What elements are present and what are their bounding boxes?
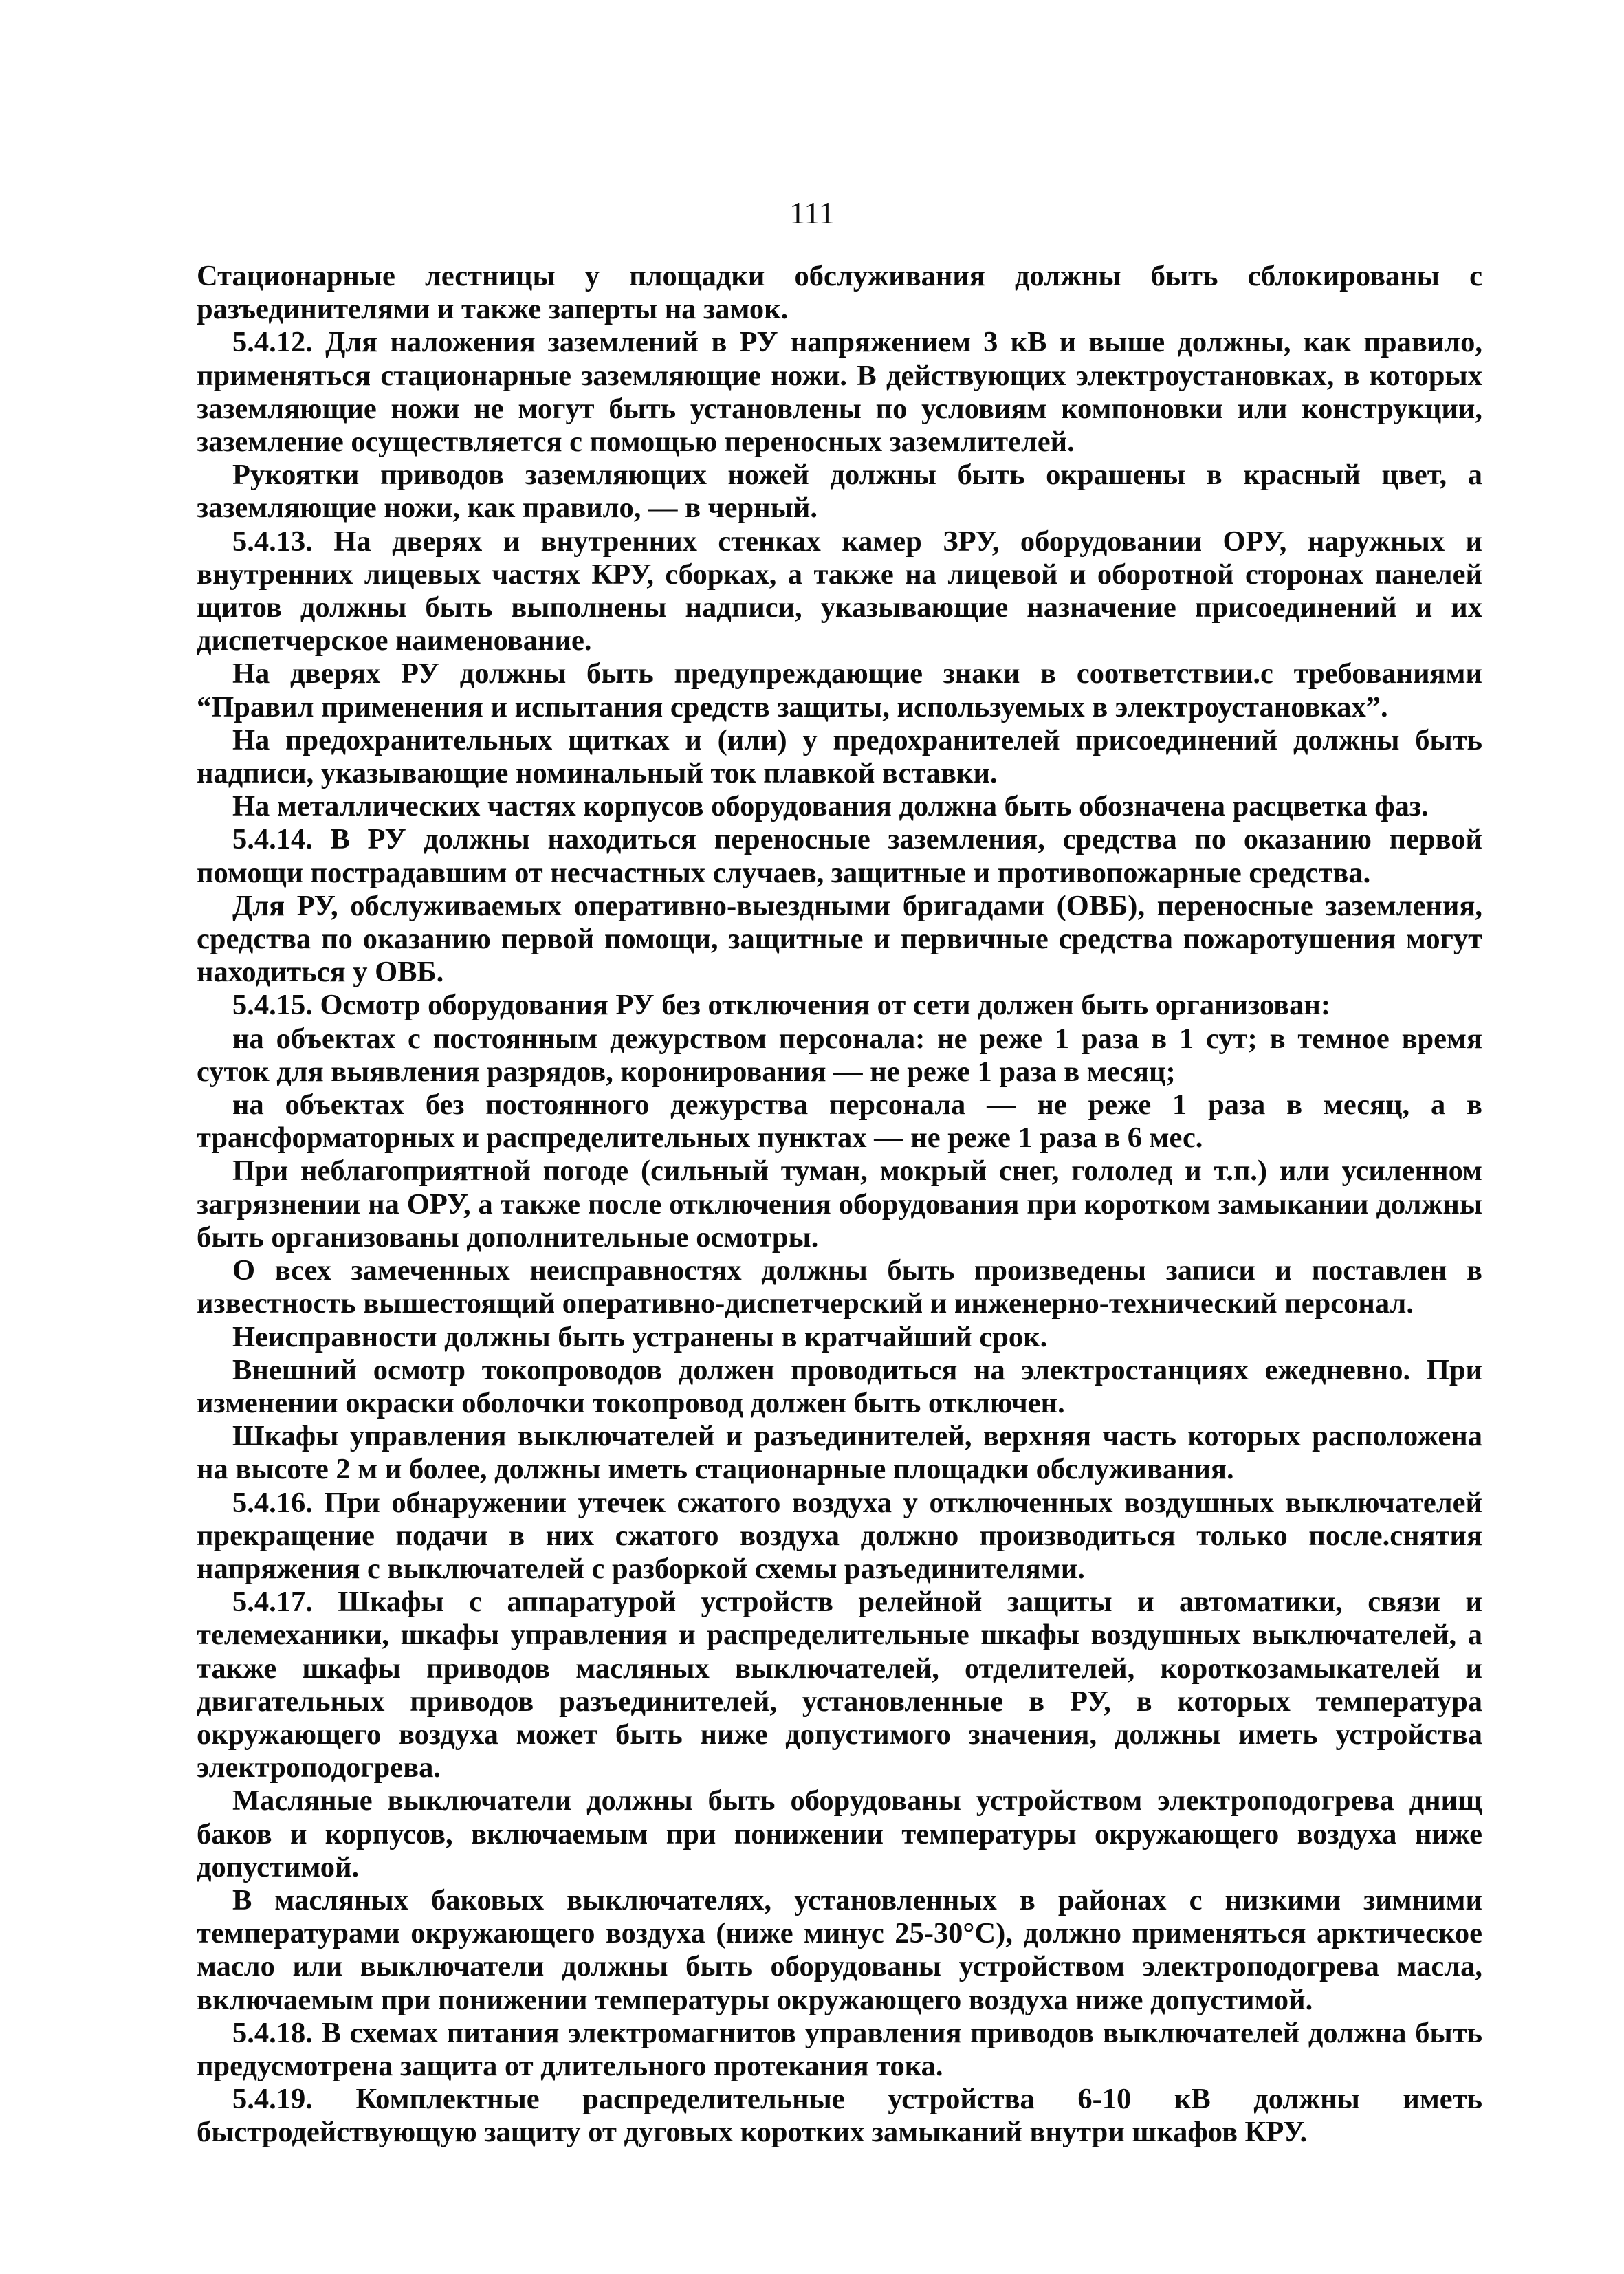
paragraph: 5.4.13. На дверях и внутренних стенках камер ЗРУ, оборудовании ОРУ, наружных и внутренних лицевых частях КРУ, сборках, а также на лицевой и оборотной сторонах панелей щитов должны быть выполнены надписи, указывающие назначение присоединений и их диспетчерское наименование. — [197, 525, 1482, 657]
paragraph: Рукоятки приводов заземляющих ножей должны быть окрашены в красный цвет, а заземляющие ножи, как правило, — в черный. — [197, 459, 1482, 525]
document-body — [197, 260, 1482, 2150]
paragraph: Шкафы управления выключателей и разъединителей, верхняя часть которых расположена на высоте 2 м и более, должны иметь стационарные площадки обслуживания. — [197, 1420, 1482, 1486]
paragraph: На металлических частях корпусов оборудования должна быть обозначена расцветка фаз. — [232, 790, 1429, 823]
paragraph: 5.4.18. В схемах питания электромагнитов управления приводов выключателей должна быть предусмотрена защита от длительного протекания тока. — [197, 2016, 1482, 2082]
paragraph: На предохранительных щитках и (или) у предохранителей присоединений должны быть надписи, указывающие номинальный ток плавкой вставки. — [197, 723, 1482, 790]
paragraph: На дверях РУ должны быть предупреждающие знаки в соответствии.с требованиями “Правил применения и испытания средств защиты, используемых в электроустановках”. — [197, 657, 1482, 723]
paragraph: 5.4.19. Комплектные распределительные устройства 6-10 кВ должны иметь быстродействующую защиту от дуговых коротких замыканий внутри шкафов КРУ. — [197, 2083, 1482, 2149]
paragraph: В масляных баковых выключателях, установленных в районах с низкими зимними температурами окружающего воздуха (ниже минус 25-30°С), должно применяться арктическое масло или выключатели должны быть оборудованы устройством электроподогрева масла, включаемым при понижении температуры окружающего воздуха ниже допустимой. — [197, 1883, 1482, 2016]
paragraph: Неисправности должны быть устранены в кратчайший срок. — [232, 1320, 1048, 1353]
paragraph: 5.4.17. Шкафы с аппаратурой устройств релейной защиты и автоматики, связи и телемеханики, шкафы управления и распределительные шкафы воздушных выключателей, а также шкафы приводов масляных выключателей, отделителей, короткозамыкателей и двигательных приводов разъединителей, установленные в РУ, в которых температура окружающего воздуха может быть ниже допустимого значения, должны иметь устройства электроподогрева. — [197, 1586, 1482, 1784]
paragraph: Внешний осмотр токопроводов должен проводиться на электростанциях ежедневно. При изменении окраски оболочки токопровод должен быть отключен. — [197, 1353, 1482, 1419]
paragraph: О всех замеченных неисправностях должны быть произведены записи и поставлен в известность вышестоящий оперативно-диспетчерский и инженерно-технический персонал. — [197, 1254, 1482, 1320]
paragraph: на объектах с постоянным дежурством персонала: не реже 1 раза в 1 сут; в темное время суток для выявления разрядов, коронирования — не реже 1 раза в месяц; — [197, 1022, 1482, 1088]
paragraph: Масляные выключатели должны быть оборудованы устройством электроподогрева днищ баков и корпусов, включаемым при понижении температуры окружающего воздуха ниже допустимой. — [197, 1784, 1482, 1883]
paragraph: 5.4.16. При обнаружении утечек сжатого воздуха у отключенных воздушных выключателей прекращение подачи в них сжатого воздуха должно производиться только после.снятия напряжения с выключателей с разборкой схемы разъединителями. — [197, 1486, 1482, 1585]
paragraph: Стационарные лестницы у площадки обслуживания должны быть сблокированы с разъединителями и также заперты на замок. — [197, 260, 1482, 326]
paragraph: на объектах без постоянного дежурства персонала — не реже 1 раза в месяц, а в трансформаторных и распределительных пунктах — не реже 1 раза в 6 мес. — [197, 1089, 1482, 1155]
page-number: 111 — [789, 195, 835, 230]
paragraph: Для РУ, обслуживаемых оперативно-выездными бригадами (ОВБ), переносные заземления, средства по оказанию первой помощи, защитные и первичные средства пожаротушения могут находиться у ОВБ. — [197, 889, 1482, 989]
paragraph: 5.4.14. В РУ должны находиться переносные заземления, средства по оказанию первой помощи пострадавшим от несчастных случаев, защитные и противопожарные средства. — [197, 823, 1482, 889]
paragraph: При неблагоприятной погоде (сильный туман, мокрый снег, гололед и т.п.) или усиленном загрязнении на ОРУ, а также после отключения оборудования при коротком замыкании должны быть организованы дополнительные осмотры. — [197, 1155, 1482, 1254]
paragraph: 5.4.15. Осмотр оборудования РУ без отключения от сети должен быть организован: — [232, 989, 1331, 1022]
paragraph: 5.4.12. Для наложения заземлений в РУ напряжением 3 кВ и выше должны, как правило, применяться стационарные заземляющие ножи. В действующих электроустановках, в которых заземляющие ножи не могут быть установлены по условиям компоновки или конструкции, заземление осуществляется с помощью переносных заземлителей. — [197, 326, 1482, 459]
